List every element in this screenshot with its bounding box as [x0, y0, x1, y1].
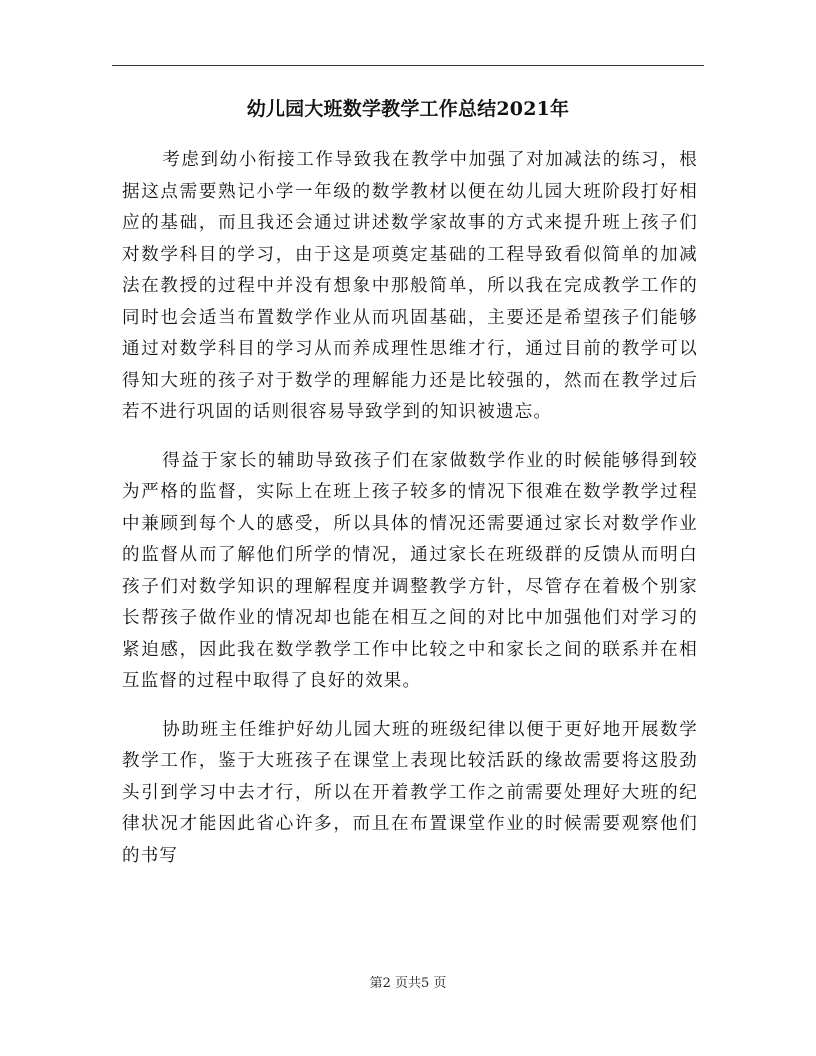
- paragraph-2: 得益于家长的辅助导致孩子们在家做数学作业的时候能够得到较为严格的监督，实际上在班上孩子较多的情况下很难在数学教学过程中兼顾到每个人的感受，所以具体的情况还需要通过家长对数学作业的监督从而了解他们所学的情况，通过家长在班级群的反馈从而明白孩子们对数学知识的理解程度并调整教学方针，尽管存在着极个别家长帮孩子做作业的情况却也能在相互之间的对比中加强他们对学习的紧迫感，因此我在数学教学工作中比较之中和家长之间的联系并在相互监督的过程中取得了良好的效果。: [122, 450, 698, 691]
- document-body: [122, 145, 698, 872]
- page-number-footer: 第2 页共5 页: [369, 976, 447, 991]
- header-rule: [112, 65, 704, 66]
- paragraph-3: 协助班主任维护好幼儿园大班的班级纪律以便于更好地开展数学教学工作，鉴于大班孩子在课堂上表现比较活跃的缘故需要将这股劲头引到学习中去才行，所以在开着教学工作之前需要处理好大班的纪律状况才能因此省心许多，而且在布置课堂作业的时候需要观察他们的书写: [122, 719, 698, 866]
- page-title: 幼儿园大班数学教学工作总结2021年: [246, 98, 570, 120]
- paragraph-1: 考虑到幼小衔接工作导致我在教学中加强了对加减法的练习，根据这点需要熟记小学一年级的数学教材以便在幼儿园大班阶段打好相应的基础，而且我还会通过讲述数学家故事的方式来提升班上孩子们对数学科目的学习，由于这是项奠定基础的工程导致看似简单的加减法在教授的过程中并没有想象中那般简单，所以我在完成教学工作的同时也会适当布置数学作业从而巩固基础，主要还是希望孩子们能够通过对数学科目的学习从而养成理性思维才行，通过目前的教学可以得知大班的孩子对于数学的理解能力还是比较强的，然而在教学过后若不进行巩固的话则很容易导致学到的知识被遗忘。: [122, 150, 698, 422]
